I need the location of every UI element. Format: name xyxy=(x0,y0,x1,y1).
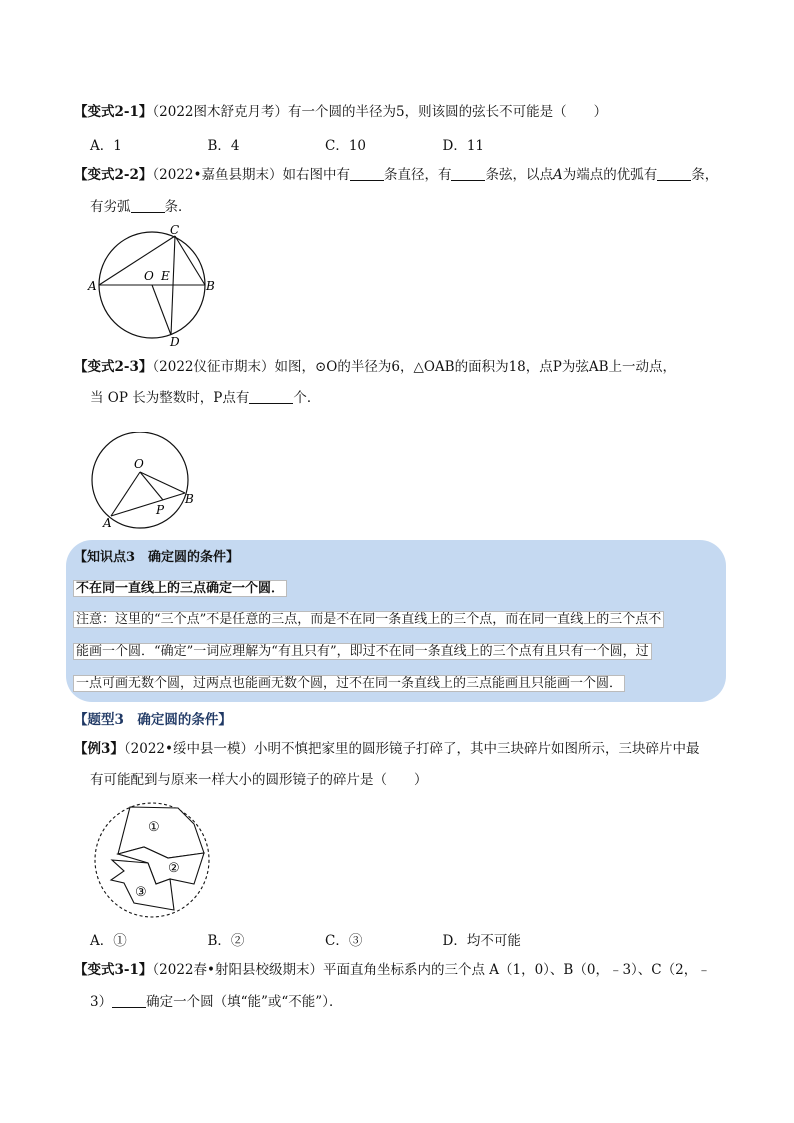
question-text: 条． xyxy=(164,199,192,215)
figure-mirror-fragments xyxy=(88,800,218,920)
chord-cb xyxy=(175,236,205,285)
label-a: A xyxy=(103,516,112,530)
question-text: 条直径，有 xyxy=(383,167,452,183)
knowledge-text: 注意：这里的“三个点”不是任意的三点，而是不在同一条直线上的三个点，而在同一直线上的三个点不 xyxy=(76,612,662,627)
point-label: A xyxy=(552,167,563,183)
question-text: （2022•绥中县一模）小明不慎把家里的圆形镜子打碎了，其中三块碎片如图所示，三块碎片中最 xyxy=(123,741,700,757)
question-text: 当 OP 长为整数时，P点有 xyxy=(90,390,250,406)
label-fragment-1: ① xyxy=(148,820,160,835)
question-text: 有可能配到与原来一样大小的圆形镜子的碎片是（ ） xyxy=(90,772,428,788)
label-c: C xyxy=(170,223,180,237)
option-d: D．11 xyxy=(442,138,485,154)
label-a: A xyxy=(88,279,97,293)
answer-blank xyxy=(350,166,384,181)
knowledge-line-2 xyxy=(74,611,663,629)
options-example-3 xyxy=(90,929,560,949)
question-tag: 【变式2-1】 xyxy=(74,104,153,120)
circle-outline xyxy=(92,432,188,528)
radius-od xyxy=(152,285,171,335)
question-tag: 【变式2-2】 xyxy=(74,167,153,183)
label-b: B xyxy=(206,279,215,293)
label-d: D xyxy=(170,335,180,346)
figure-circle-chords xyxy=(84,222,224,346)
question-text: 3） xyxy=(90,994,113,1010)
question-3-1 xyxy=(74,961,711,979)
options-2-1 xyxy=(90,134,560,154)
option-a: A．① xyxy=(90,933,127,949)
option-b: B．4 xyxy=(207,138,240,154)
question-text: 确定一个圆（填“能”或“不能”）． xyxy=(146,994,343,1010)
option-c: C．③ xyxy=(325,933,363,949)
segment-oa xyxy=(111,472,140,516)
label-p: P xyxy=(156,503,165,517)
option-a: A．1 xyxy=(90,138,122,154)
question-2-3-cont xyxy=(90,389,320,407)
segment-op xyxy=(140,472,163,500)
question-text: 条， xyxy=(691,167,719,183)
knowledge-line-4 xyxy=(74,675,624,693)
question-tag: 【变式3-1】 xyxy=(74,962,153,978)
question-text: （2022春•射阳县校级期末）平面直角坐标系内的三个点 A（1，0）、B（0，﹣3）、C（2，﹣ xyxy=(152,962,711,978)
question-tag: 【变式2-3】 xyxy=(74,359,153,375)
section-title: 【题型3 确定圆的条件】 xyxy=(74,712,232,728)
label-fragment-3: ③ xyxy=(135,885,147,900)
answer-blank xyxy=(657,166,691,181)
label-fragment-2: ② xyxy=(168,861,180,876)
example-3-cont xyxy=(90,771,428,789)
knowledge-line-1 xyxy=(74,580,286,598)
knowledge-text: 不在同一直线上的三点确定一个圆． xyxy=(76,581,285,596)
question-text: 有劣弧 xyxy=(90,199,131,215)
answer-blank xyxy=(112,993,146,1008)
question-2-1 xyxy=(74,103,607,121)
question-text: 个． xyxy=(293,390,321,406)
answer-blank xyxy=(451,166,485,181)
question-2-3 xyxy=(74,358,676,376)
option-c: C．10 xyxy=(325,138,367,154)
knowledge-text: 能画一个圆．“确定”一词应理解为“有且只有”，即过不在同一条直线上的三个点有且只有一个圆，过 xyxy=(76,644,649,659)
knowledge-line-3 xyxy=(74,643,651,661)
question-tag: 【例3】 xyxy=(74,741,124,757)
question-3-1-cont xyxy=(90,993,342,1011)
label-o: O xyxy=(144,269,154,283)
label-o: O xyxy=(134,457,144,471)
question-text: （2022仪征市期末）如图，⊙O的半径为6，△OAB的面积为18，点P为弦AB上一动点， xyxy=(152,359,677,375)
label-e: E xyxy=(161,269,170,283)
question-text: （2022图木舒克月考）有一个圆的半径为5，则该圆的弦长不可能是（ ） xyxy=(152,104,608,120)
question-text: 条弦，以点 xyxy=(485,167,553,183)
question-2-2-cont xyxy=(90,198,192,216)
question-text: （2022•嘉鱼县期末）如右图中有 xyxy=(152,167,350,183)
answer-blank xyxy=(131,198,165,213)
question-2-2 xyxy=(74,166,718,184)
option-b: B．② xyxy=(207,933,245,949)
knowledge-title: 【知识点3 确定圆的条件】 xyxy=(74,550,240,565)
answer-blank xyxy=(249,389,293,404)
chord-ab xyxy=(111,493,185,516)
option-d: D．均不可能 xyxy=(442,933,521,949)
example-3 xyxy=(74,740,699,758)
figure-circle-triangle xyxy=(84,432,204,532)
label-b: B xyxy=(185,492,194,506)
segment-ob xyxy=(140,472,185,493)
knowledge-text: 一点可画无数个圆，过两点也能画无数个圆，过不在同一条直线上的三点能画且只能画一个圆． xyxy=(76,676,623,691)
question-text: 为端点的优弧有 xyxy=(562,167,658,183)
